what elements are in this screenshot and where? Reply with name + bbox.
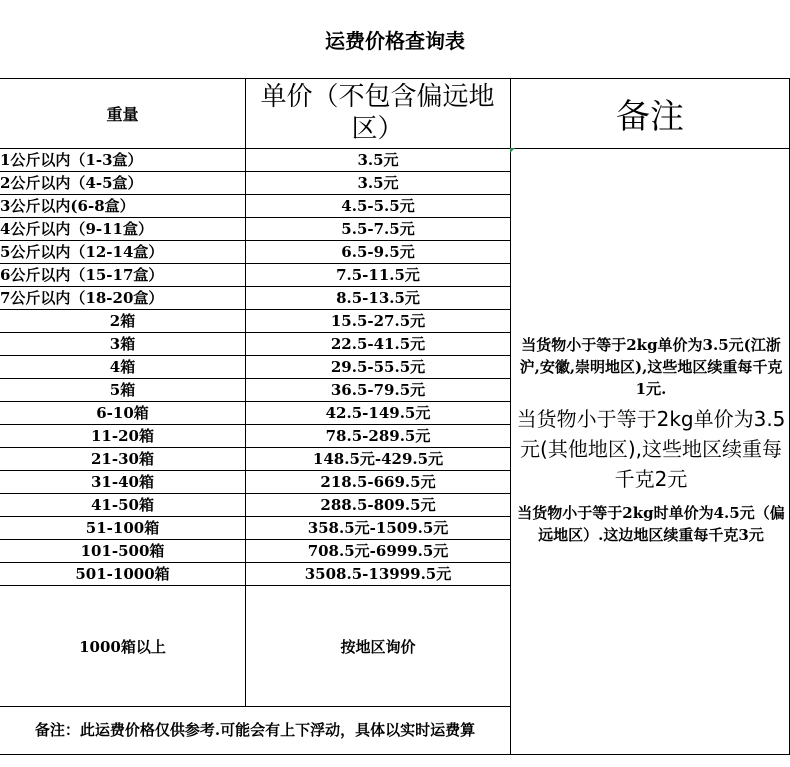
table-row-weight: 7公斤以内（18-20盒） bbox=[0, 289, 164, 307]
table-row-price: 7.5-11.5元 bbox=[336, 266, 420, 284]
row-divider bbox=[0, 585, 510, 586]
table-row-price: 5.5-7.5元 bbox=[341, 220, 415, 238]
table-row-price: 8.5-13.5元 bbox=[336, 289, 420, 307]
table-row-weight: 4箱 bbox=[109, 358, 136, 376]
big-row-price: 按地区询价 bbox=[340, 638, 416, 656]
table-row-price: 22.5-41.5元 bbox=[330, 335, 426, 353]
table-row-weight: 4公斤以内（9-11盒） bbox=[0, 220, 153, 238]
table-row-price: 15.5-27.5元 bbox=[330, 312, 426, 330]
table-row-price: 78.5-289.5元 bbox=[325, 427, 431, 445]
table-row-weight: 5公斤以内（12-14盒） bbox=[0, 243, 164, 261]
big-row-weight: 1000箱以上 bbox=[79, 638, 166, 656]
table-row-price: 3.5元 bbox=[357, 151, 399, 169]
table-row-price: 218.5-669.5元 bbox=[320, 473, 436, 491]
table-row-weight: 2箱 bbox=[109, 312, 136, 330]
table-row-weight: 3公斤以内(6-8盒） bbox=[0, 197, 135, 215]
page-title: 运费价格查询表 bbox=[325, 28, 465, 53]
table-row-price: 148.5元-429.5元 bbox=[312, 450, 444, 468]
table-row-weight: 101-500箱 bbox=[80, 542, 165, 560]
table-row-weight: 51-100箱 bbox=[85, 519, 160, 537]
cell-comment-marker bbox=[510, 148, 515, 153]
table-row-price: 708.5元-6999.5元 bbox=[307, 542, 449, 560]
footer-note: 备注：此运费价格仅供参考.可能会有上下浮动，具体以实时运费算 bbox=[34, 721, 476, 739]
header-price: 单价（不包含偏远地区） bbox=[260, 82, 495, 144]
table-row-weight: 11-20箱 bbox=[91, 427, 154, 445]
table-row-price: 288.5-809.5元 bbox=[320, 496, 436, 514]
table-row-price: 3.5元 bbox=[357, 174, 399, 192]
table-bottom-border bbox=[0, 754, 790, 755]
table-row-weight: 5箱 bbox=[109, 381, 136, 399]
note-zone-1: 当货物小于等于2kg单价为3.5元(江浙沪,安徽,崇明地区),这些地区续重每千克1元. bbox=[519, 336, 783, 398]
table-row-weight: 6公斤以内（15-17盒） bbox=[0, 266, 164, 284]
table-row-price: 36.5-79.5元 bbox=[330, 381, 426, 399]
table-row-weight: 31-40箱 bbox=[91, 473, 154, 491]
table-row-price: 358.5元-1509.5元 bbox=[307, 519, 449, 537]
table-row-price: 42.5-149.5元 bbox=[325, 404, 431, 422]
table-row-weight: 501-1000箱 bbox=[75, 565, 170, 583]
column-divider-2 bbox=[510, 78, 511, 754]
table-row-price: 6.5-9.5元 bbox=[341, 243, 415, 261]
header-note: 备注 bbox=[616, 96, 684, 137]
header-weight: 重量 bbox=[106, 104, 139, 124]
table-row-weight: 6-10箱 bbox=[96, 404, 149, 422]
table-row-price: 4.5-5.5元 bbox=[341, 197, 415, 215]
table-row-weight: 3箱 bbox=[109, 335, 136, 353]
table-row-price: 3508.5-13999.5元 bbox=[304, 565, 452, 583]
note-zone-3: 当货物小于等于2kg时单价为4.5元（偏远地区）.这边地区续重每千克3元 bbox=[517, 504, 785, 544]
table-row-weight: 21-30箱 bbox=[91, 450, 154, 468]
table-row-price: 29.5-55.5元 bbox=[330, 358, 426, 376]
note-zone-2: 当货物小于等于2kg单价为3.5元(其他地区),这些地区续重每千克2元 bbox=[516, 407, 786, 491]
table-row-weight: 41-50箱 bbox=[91, 496, 154, 514]
table-row-weight: 1公斤以内（1-3盒） bbox=[0, 151, 143, 169]
table-row-weight: 2公斤以内（4-5盒） bbox=[0, 174, 143, 192]
